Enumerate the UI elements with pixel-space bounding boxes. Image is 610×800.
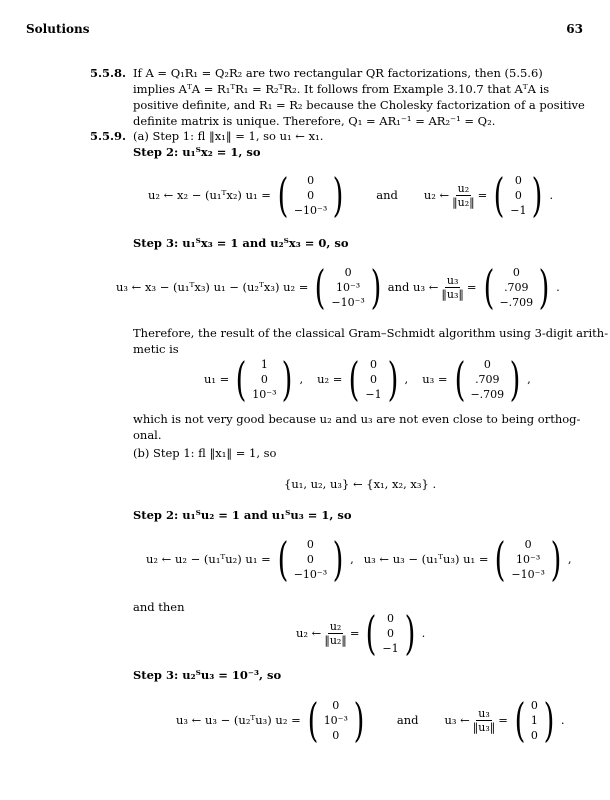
notgood-line1: which is not very good because u₂ and u₃ are not even close to being orthog- — [133, 412, 581, 426]
vector-entry: −10⁻³ — [511, 567, 545, 581]
fraction-denominator: ‖u₃‖ — [441, 287, 464, 301]
fraction — [324, 620, 347, 647]
eq3-u1: u₁ = — [204, 372, 230, 386]
equation-step2-b: u₂ ← u₂ − (u₁ᵀu₂) u₁ = ( 0 0 −10⁻³ ) , u₃ ← u₃ − (u₁ᵀu₃) u₁ = ( 0 10⁻³ −10⁻³ ) , — [146, 532, 572, 586]
vector: ( 0 0 −1 ) — [348, 352, 398, 406]
vector-entry: −1 — [510, 203, 527, 217]
equation-result-a: u₁ = ( 1 0 10⁻³ ) , u₂ = ( 0 0 −1 ) , u₃ = ( 0 .709 −.709 ) , — [204, 352, 531, 406]
vector-entry: 0 — [524, 537, 532, 551]
running-header-title: Solutions — [26, 22, 90, 36]
exercise-number-558: 5.5.8. — [90, 66, 127, 80]
page-number: 63 — [566, 22, 583, 36]
step2-a: Step 2: u₁ᵀx₂ = 1, so — [133, 145, 261, 159]
vector: ( 0 0 −10⁻³ ) — [277, 168, 344, 222]
eq1-rhs: u₂ ← — [423, 188, 450, 202]
vector-entry: −.709 — [470, 387, 505, 401]
eq4-mid: u₃ ← u₃ − (u₁ᵀu₃) u₁ = — [363, 552, 489, 566]
set-assignment: {u₁, u₂, u₃} ← {x₁, x₂, x₃} . — [284, 477, 437, 491]
fraction-numerator: u₃ — [446, 273, 459, 287]
vector-entry: −.709 — [499, 295, 534, 309]
therefore-line2: metic is — [133, 342, 179, 356]
vector-entry: 0 — [387, 611, 395, 625]
eq5-lhs: u₂ ← — [296, 626, 322, 640]
fraction-numerator: u₃ — [478, 706, 490, 720]
vector-entry: .709 — [504, 280, 529, 294]
vector: ( 0 1 0 ) — [514, 693, 555, 747]
eq4-lhs: u₂ ← u₂ − (u₁ᵀu₂) u₁ = — [146, 552, 271, 566]
vector-entry: −10⁻³ — [293, 567, 328, 581]
vector: ( 0 10⁻³ 0 ) — [307, 693, 365, 747]
vector-entry: 10⁻³ — [252, 387, 277, 401]
vector-entry: −10⁻³ — [331, 295, 365, 309]
vector: ( 0 10⁻³ −10⁻³ ) — [495, 532, 562, 586]
vector-entry: 10⁻³ — [323, 713, 348, 727]
fraction — [441, 274, 464, 301]
vector-entry: 0 — [307, 188, 315, 202]
eq6-lhs: u₃ ← u₃ − (u₂ᵀu₃) u₂ = — [176, 713, 301, 727]
vector-entry: 0 — [514, 188, 522, 202]
eq3-u2: u₂ = — [317, 372, 343, 386]
vector-entry: 0 — [306, 552, 314, 566]
fraction — [452, 182, 475, 209]
text-558-line1: If A = Q₁R₁ = Q₂R₂ are two rectangular QR factorizations, then (5.5.6) — [133, 66, 543, 80]
eq6-and: and — [396, 713, 419, 727]
vector-entry: −1 — [365, 387, 382, 401]
step3-a: Step 3: u₁ᵀx₃ = 1 and u₂ᵀx₃ = 0, so — [133, 236, 349, 250]
vector-entry: 0 — [530, 728, 538, 742]
fraction-denominator: ‖u₂‖ — [452, 195, 475, 209]
notgood-line2: onal. — [133, 428, 162, 442]
vector-entry: 0 — [514, 173, 522, 187]
eq2-lhs: u₃ ← x₃ − (u₁ᵀx₃) u₁ − (u₂ᵀx₃) u₂ = — [116, 280, 309, 294]
vector-entry: −10⁻³ — [293, 203, 328, 217]
vector-entry: 10⁻³ — [516, 552, 541, 566]
vector-entry: 0 — [332, 728, 340, 742]
step1-b: (b) Step 1: fl ‖x₁‖ = 1, so — [133, 446, 277, 460]
equation-step3-b: u₃ ← u₃ − (u₂ᵀu₃) u₂ = ( 0 10⁻³ 0 ) and u₃ ← $\frac{\text{u₃}}{\text{‖u₃‖}}$ = ( 0 1 0 ) . — [176, 693, 565, 747]
vector-entry: 0 — [483, 357, 491, 371]
fraction-denominator: ‖u₂‖ — [324, 633, 347, 647]
vector: ( 0 0 −10⁻³ ) — [277, 532, 344, 586]
vector-entry: 1 — [530, 713, 538, 727]
vector: ( 0 .709 −.709 ) — [454, 352, 521, 406]
vector: ( 1 0 10⁻³ ) — [235, 352, 293, 406]
exercise-number-559: 5.5.9. — [90, 129, 127, 143]
text-558-line2: implies AᵀA = R₁ᵀR₁ = R₂ᵀR₂. It follows from Example 3.10.7 that AᵀA is — [133, 82, 550, 96]
text-558-line4: definite matrix is unique. Therefore, Q₁ = AR₁⁻¹ = AR₂⁻¹ = Q₂. — [133, 114, 496, 128]
step3-b: Step 3: u₂ᵀu₃ = 10⁻³, so — [133, 668, 282, 682]
equation-step3-a: u₃ ← x₃ − (u₁ᵀx₃) u₁ − (u₂ᵀx₃) u₂ = ( 0 10⁻³ −10⁻³ ) and u₃ ← $\frac{\text{u₃}}{\text{‖u₃‖}}$ = ( 0 .709 −.709 ) . — [116, 260, 560, 314]
vector-entry: 10⁻³ — [335, 280, 361, 294]
eq6-rhs: u₃ ← — [444, 713, 470, 727]
vector-entry: 0 — [332, 698, 340, 712]
eq1-and: and — [376, 188, 398, 202]
therefore-line1: Therefore, the result of the classical Gram–Schmidt algorithm using 3-digit arith- — [133, 326, 609, 340]
vector: ( 0 0 −1 ) — [493, 168, 543, 222]
vector-entry: 0 — [369, 372, 377, 386]
vector-entry: .709 — [475, 372, 500, 386]
vector: ( 0 10⁻³ −10⁻³ ) — [315, 260, 382, 314]
vector: ( 0 0 −1 ) — [366, 606, 415, 660]
text-558-line3: positive definite, and R₁ = R₂ because the Cholesky factorization of a positive — [133, 98, 585, 112]
eq1-lhs: u₂ ← x₂ − (u₁ᵀx₂) u₁ = — [148, 188, 271, 202]
step1-a: (a) Step 1: fl ‖x₁‖ = 1, so u₁ ← x₁. — [133, 129, 324, 143]
fraction-numerator: u₂ — [329, 619, 342, 633]
fraction-denominator: ‖u₃‖ — [472, 720, 496, 734]
vector-entry: 0 — [530, 698, 538, 712]
eq3-u3: u₃ = — [422, 372, 448, 386]
eq2-and: and u₃ ← — [387, 280, 439, 294]
step2-b: Step 2: u₁ᵀu₂ = 1 and u₁ᵀu₃ = 1, so — [133, 508, 352, 522]
vector-entry: −1 — [382, 641, 399, 655]
vector-entry: 0 — [369, 357, 377, 371]
equation-step2-a: u₂ ← x₂ − (u₁ᵀx₂) u₁ = ( 0 0 −10⁻³ ) and u₂ ← $\frac{\text{u₂}}{\text{‖u₂‖}}$ = ( 0 0 −1 ) . — [148, 168, 554, 222]
vector-entry: 0 — [307, 173, 315, 187]
fraction-numerator: u₂ — [457, 181, 470, 195]
and-then: and then — [133, 600, 185, 614]
vector-entry: 0 — [260, 372, 268, 386]
equation-normalize-u2: u₂ ← $\frac{\text{u₂}}{\text{‖u₂‖}}$ = ( 0 0 −1 ) . — [296, 606, 426, 660]
vector: ( 0 .709 −.709 ) — [483, 260, 550, 314]
vector-entry: 0 — [387, 626, 395, 640]
vector-entry: 0 — [344, 265, 352, 279]
vector-entry: 0 — [306, 537, 314, 551]
vector-entry: 1 — [260, 357, 268, 371]
vector-entry: 0 — [512, 265, 520, 279]
fraction — [473, 707, 496, 734]
